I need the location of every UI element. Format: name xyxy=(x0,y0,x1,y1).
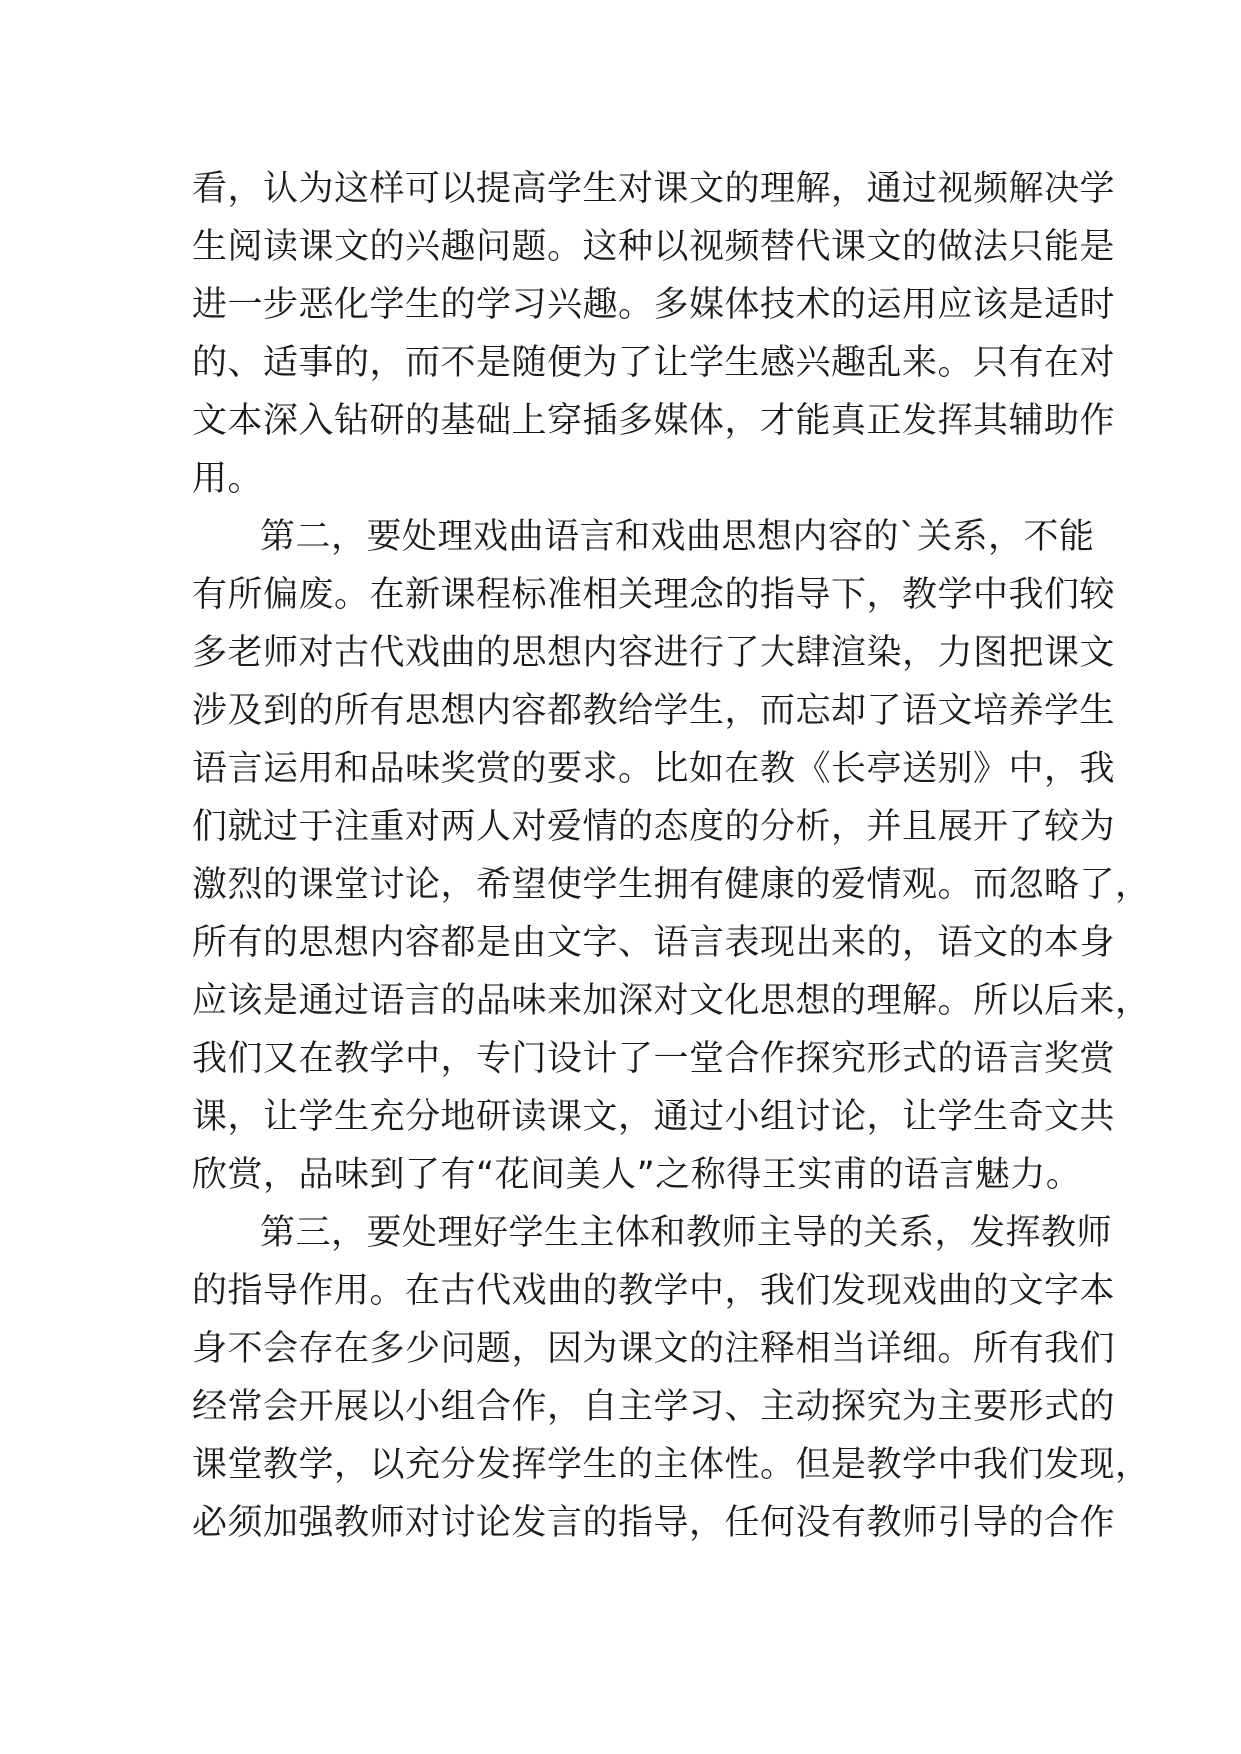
text-line: 经常会开展以小组合作，自主学习、主动探究为主要形式的 xyxy=(192,1387,1116,1427)
text-line: 的、适事的，而不是随便为了让学生感兴趣乱来。只有在对 xyxy=(192,343,1116,383)
text-line: 用。 xyxy=(192,459,264,499)
text-line: 应该是通过语言的品味来加深对文化思想的理解。所以后来， xyxy=(192,981,1151,1021)
text-line: 涉及到的所有思想内容都教给学生，而忘却了语文培养学生 xyxy=(192,691,1116,731)
text-line: 欣赏，品味到了有“花间美人”之称得王实甫的语言魅力。 xyxy=(192,1155,1082,1195)
text-line: 进一步恶化学生的学习兴趣。多媒体技术的运用应该是适时 xyxy=(192,285,1116,325)
text-line: 语言运用和品味奖赏的要求。比如在教《长亭送别》中，我 xyxy=(192,749,1116,789)
paragraph-start: 第三，要处理好学生主体和教师主导的关系，发挥教师 xyxy=(260,1213,1113,1253)
text-line: 所有的思想内容都是由文字、语言表现出来的，语文的本身 xyxy=(192,923,1116,963)
text-line: 必须加强教师对讨论发言的指导，任何没有教师引导的合作 xyxy=(192,1503,1116,1543)
text-line: 有所偏废。在新课程标准相关理念的指导下，教学中我们较 xyxy=(192,575,1116,615)
text-line: 课堂教学，以充分发挥学生的主体性。但是教学中我们发现， xyxy=(192,1445,1151,1485)
body-text xyxy=(192,160,1151,1552)
text-line: 生阅读课文的兴趣问题。这种以视频替代课文的做法只能是 xyxy=(192,227,1116,267)
text-line: 们就过于注重对两人对爱情的态度的分析，并且展开了较为 xyxy=(192,807,1116,847)
text-line: 课，让学生充分地研读课文，通过小组讨论，让学生奇文共 xyxy=(192,1097,1116,1137)
text-line: 的指导作用。在古代戏曲的教学中，我们发现戏曲的文字本 xyxy=(192,1271,1116,1311)
text-line: 多老师对古代戏曲的思想内容进行了大肆渲染，力图把课文 xyxy=(192,633,1116,673)
text-line: 我们又在教学中，专门设计了一堂合作探究形式的语言奖赏 xyxy=(192,1039,1116,1079)
text-line: 身不会存在多少问题，因为课文的注释相当详细。所有我们 xyxy=(192,1329,1116,1369)
text-line: 看，认为这样可以提高学生对课文的理解，通过视频解决学 xyxy=(192,169,1116,209)
text-line: 文本深入钻研的基础上穿插多媒体，才能真正发挥其辅助作 xyxy=(192,401,1116,441)
paragraph-start: 第二，要处理戏曲语言和戏曲思想内容的`关系，不能 xyxy=(260,517,1095,557)
text-line: 激烈的课堂讨论，希望使学生拥有健康的爱情观。而忽略了， xyxy=(192,865,1151,905)
